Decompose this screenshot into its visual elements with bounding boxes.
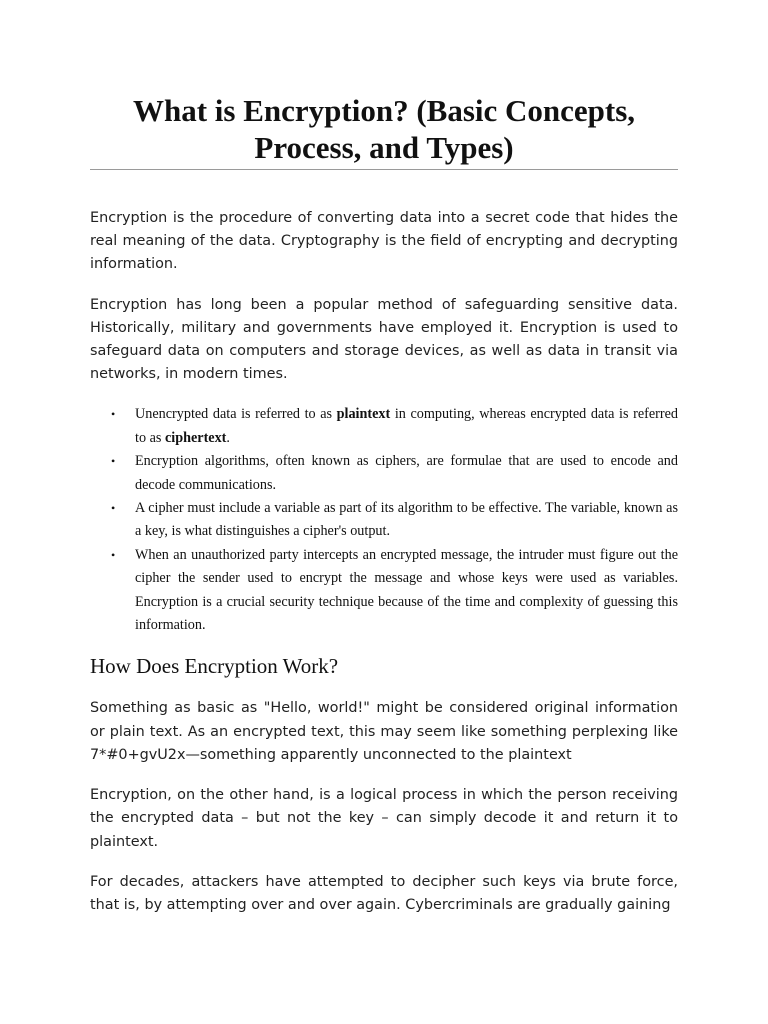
bullet-text-middle: in computing, whereas encrypted data is referred to as [135,406,678,446]
document-page [90,92,678,917]
term-ciphertext: ciphertext [164,429,227,446]
bullet-text: Encryption algorithms, often known as ciphers, are formulae that are used to encode and decode communications. [135,453,678,493]
bullet-item-key [90,497,678,544]
bullet-text-end: . [226,429,230,446]
bullet-icon: • [111,407,116,422]
term-plaintext: plaintext [336,406,391,423]
title-divider [90,169,678,170]
document-title: What is Encryption? (Basic Concepts, Process, and Types) [132,93,636,165]
bullet-icon: • [111,501,116,516]
intro-paragraph: Encryption is the procedure of converting data into a secret code that hides the real meaning of the data. Cryptography is the field of encrypting and decrypting information. [90,210,678,273]
bullet-item-intruder [90,544,678,638]
bullet-item-ciphers [90,450,678,497]
bullet-item-plaintext [90,403,678,450]
brute-force-paragraph: For decades, attackers have attempted to decipher such keys via brute force, that is, by attempting over and over again. Cybercriminals are gradually gaining [90,873,678,913]
logical-process-paragraph: Encryption, on the other hand, is a logical process in which the person receiving the encrypted data – but not the key – can simply decode it and return it to plaintext. [90,787,678,850]
bullet-text: When an unauthorized party intercepts an encrypted message, the intruder must figure out the cipher the sender used to encrypt the message and whose keys were used as variables. Encryption is a crucial security technique because of the time and complexity of guessing this information. [135,546,678,634]
bullet-icon: • [111,454,116,469]
bullet-icon: • [111,547,116,562]
section-heading: How Does Encryption Work? [90,654,339,679]
bullet-text: A cipher must include a variable as part of its algorithm to be effective. The variable, known as a key, is what distinguishes a cipher's output. [135,500,678,540]
hello-world-paragraph: Something as basic as "Hello, world!" might be considered original information or plain text. As an encrypted text, this may seem like something perplexing like 7*#0+gvU2x—something apparently unconnected to the plaintext [90,700,678,763]
bullet-text-start: Unencrypted data is referred to as [135,406,337,423]
history-paragraph: Encryption has long been a popular method of safeguarding sensitive data. Historically, military and governments have employed it. Encryption is used to safeguard data on computers and storage devices, as well as data in transit via networks, in modern times. [90,296,678,383]
bullet-list [90,403,678,637]
